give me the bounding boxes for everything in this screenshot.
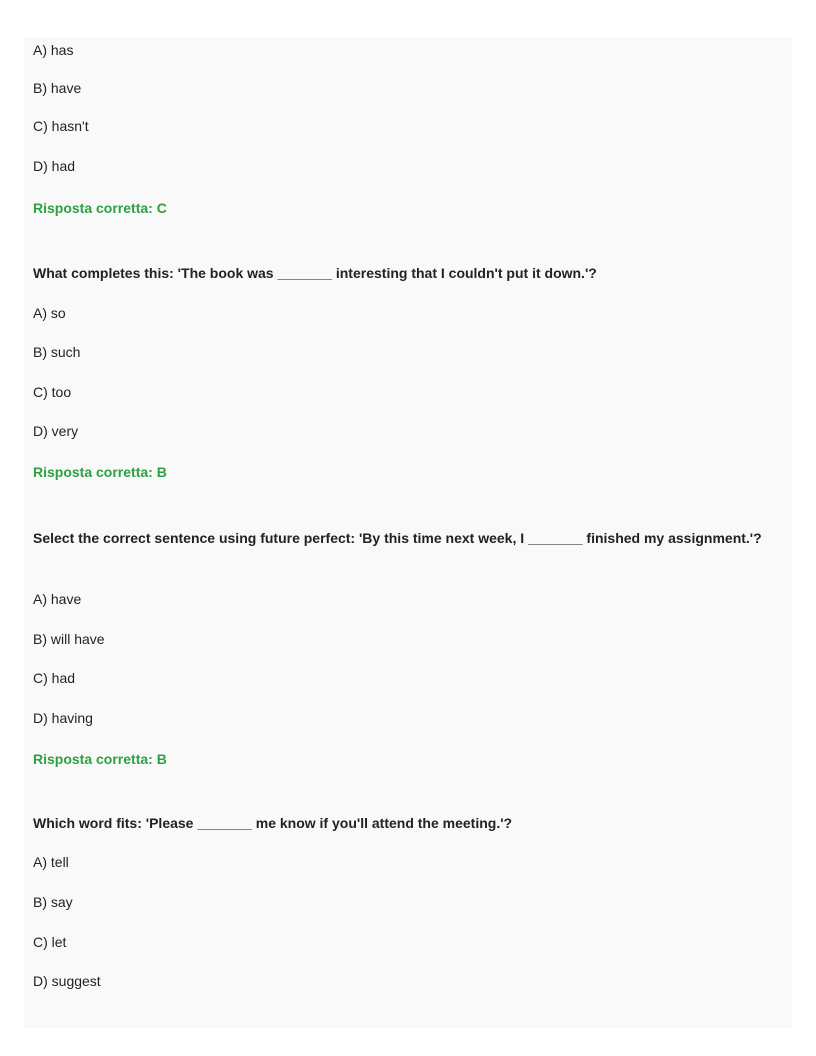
option-d: D) suggest — [33, 973, 101, 989]
option-a: A) has — [33, 42, 74, 58]
quiz-sheet — [24, 37, 792, 1028]
option-b: B) such — [33, 344, 81, 360]
option-c: C) hasn't — [33, 118, 89, 134]
option-c: C) too — [33, 384, 72, 400]
option-b: B) say — [33, 894, 73, 910]
option-d: D) very — [33, 423, 79, 439]
option-d: D) had — [33, 158, 76, 174]
option-a: A) tell — [33, 854, 69, 870]
correct-answer: Risposta corretta: B — [33, 751, 167, 767]
option-b: B) will have — [33, 631, 105, 647]
option-c: C) let — [33, 934, 67, 950]
option-b: B) have — [33, 80, 82, 96]
question-text: Select the correct sentence using future perfect: 'By this time next week, I _______ finished my assignment.'? — [33, 530, 762, 546]
option-d: D) having — [33, 710, 93, 726]
option-c: C) had — [33, 670, 76, 686]
option-a: A) have — [33, 591, 82, 607]
option-a: A) so — [33, 305, 66, 321]
correct-answer: Risposta corretta: C — [33, 200, 167, 216]
question-text: What completes this: 'The book was _______ interesting that I couldn't put it down.'? — [33, 265, 597, 281]
correct-answer: Risposta corretta: B — [33, 464, 167, 480]
question-text: Which word fits: 'Please _______ me know if you'll attend the meeting.'? — [33, 815, 513, 831]
